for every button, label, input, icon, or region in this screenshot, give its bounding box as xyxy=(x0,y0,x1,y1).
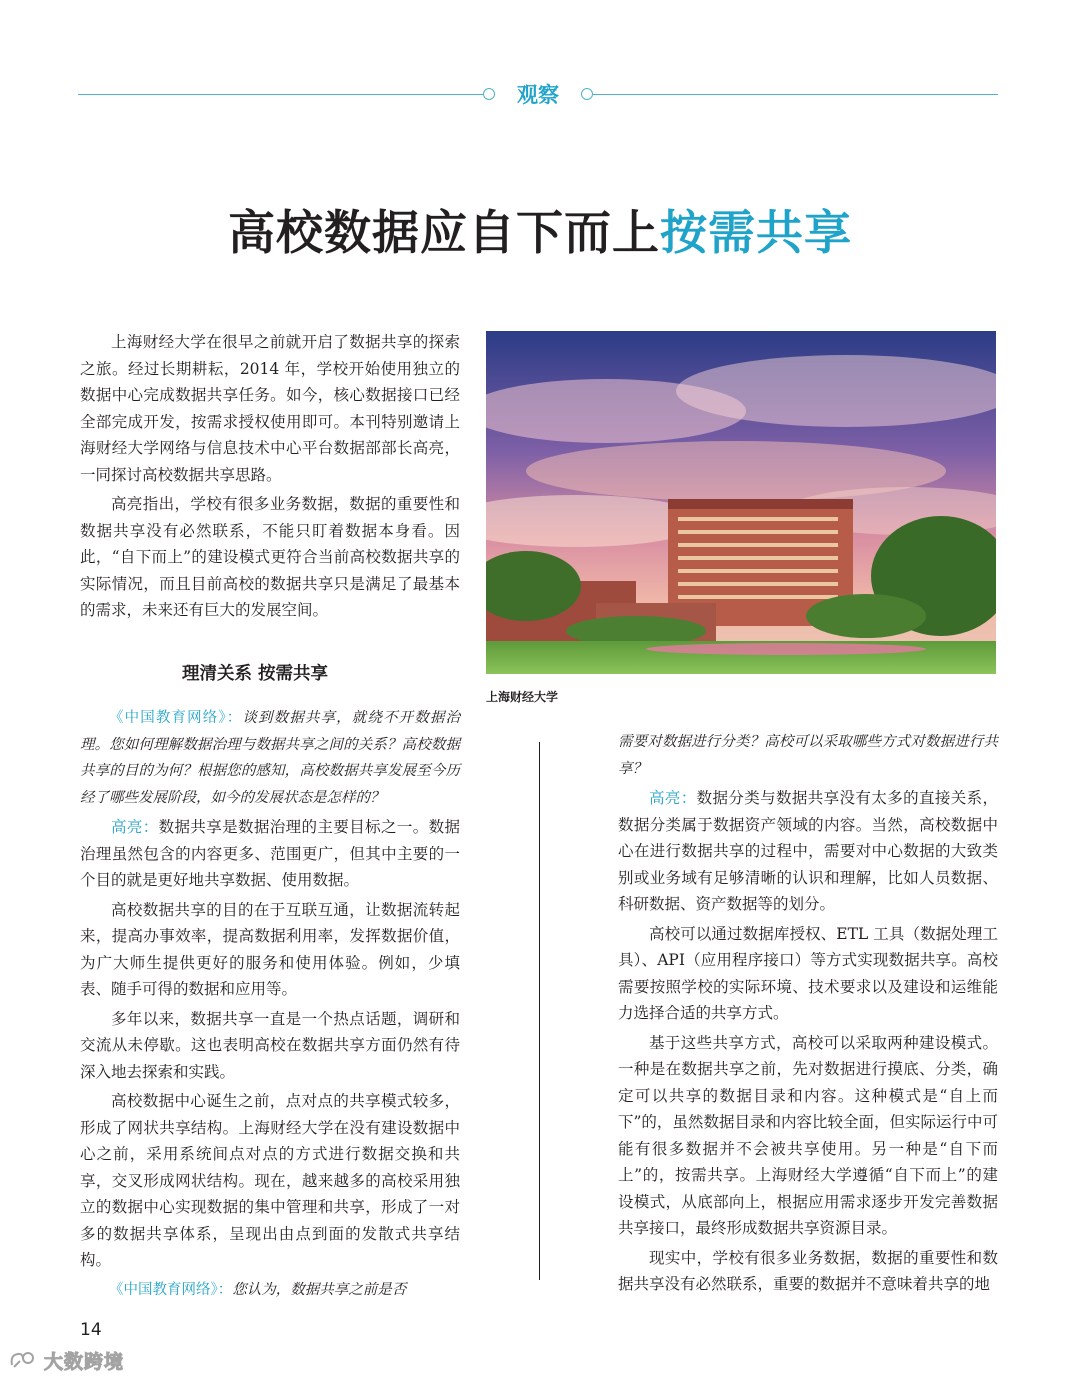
question-2-continued: 需要对数据进行分类？高校可以采取哪些方式对数据进行共享？ xyxy=(618,734,998,777)
section-label: 观察 xyxy=(517,83,559,107)
question-2 xyxy=(80,1277,460,1304)
left-paragraph-2: 高校数据共享的目的在于互联互通，让数据流转起来，提高办事效率，提高数据利用率，发挥数据价值，为广大师生提供更好的服务和使用体验。例如，少填表、随手可得的数据和应用等。 xyxy=(80,900,460,998)
left-column xyxy=(80,705,460,1306)
left-paragraph-3: 多年以来，数据共享一直是一个热点话题，调研和交流从未停歇。这也表明高校在数据共享方面仍然有待深入地去探索和实践。 xyxy=(80,1009,460,1081)
subheading: 理清关系 按需共享 xyxy=(181,664,329,684)
header-rule-left xyxy=(78,94,483,95)
question-1-speaker: 《中国教育网络》： xyxy=(109,710,243,726)
question-1-text: 谈到数据共享，就绕不开数据治理。您如何理解数据治理与数据共享之间的关系？高校数据共享的目的为何？根据您的感知，高校数据共享发展至今历经了哪些发展阶段，如今的发展状态是怎样的？ xyxy=(80,710,460,806)
left-paragraph-4: 高校数据中心诞生之前，点对点的共享模式较多，形成了网状共享结构。上海财经大学在没有建设数据中心之前，采用系统间点对点的方式进行数据交换和共享，交叉形成网状结构。现在，越来越多的高校采用独立的数据中心实现数据的集中管理和共享，形成了一对多的数据共享体系，呈现出由点到面的发散式共享结构。 xyxy=(80,1092,460,1269)
intro-paragraph-1: 上海财经大学在很早之前就开启了数据共享的探索之旅。经过长期耕耘，2014 年，学校开始使用独立的数据中心完成数据共享任务。如今，核心数据接口已经全部完成开发，按需求授权使用即可。本刊特别邀请上海财经大学网络与信息技术中心平台数据部部长高亮，一同探讨高校数据共享思路。 xyxy=(80,333,460,484)
watermark-logo-icon xyxy=(8,1349,38,1371)
section-header xyxy=(78,82,998,108)
article-title-main: 高校数据应自下而上 xyxy=(228,206,660,261)
right-column xyxy=(618,729,998,1301)
column-divider xyxy=(539,742,540,1280)
answer-2-text: 数据分类与数据共享没有太多的直接关系，数据分类属于数据资产领域的内容。当然，高校数据中心在进行数据共享的过程中，需要对中心数据的大致类别或业务域有足够清晰的认识和理解，比如人员数据、科研数据、资产数据等的划分。 xyxy=(618,789,998,913)
answer-1-text: 数据共享是数据治理的主要目标之一。数据治理虽然包含的内容更多、范围更广，但其中主要的一个目的就是更好地共享数据、使用数据。 xyxy=(80,818,460,889)
article-title xyxy=(0,203,1080,265)
article-title-accent: 按需共享 xyxy=(660,206,852,261)
intro-column xyxy=(80,329,460,627)
answer-2-speaker: 高亮： xyxy=(649,789,697,807)
page-number: 14 xyxy=(80,1320,102,1340)
question-1 xyxy=(80,705,460,811)
header-circle-left-icon xyxy=(483,88,495,100)
watermark-text: 大数跨境 xyxy=(44,1350,125,1373)
answer-1 xyxy=(80,814,460,894)
answer-2 xyxy=(618,785,998,918)
header-circle-right-icon xyxy=(581,88,593,100)
question-2-text: 您认为，数据共享之前是否 xyxy=(232,1281,407,1298)
watermark xyxy=(8,1348,124,1372)
answer-1-speaker: 高亮： xyxy=(111,818,159,836)
right-paragraph-4: 现实中，学校有很多业务数据，数据的重要性和数据共享没有必然联系，重要的数据并不意味着共享的地 xyxy=(618,1248,998,1293)
header-rule-right xyxy=(593,94,998,95)
intro-paragraph-2: 高亮指出，学校有很多业务数据，数据的重要性和数据共享没有必然联系，不能只盯着数据本身看。因此，“自下而上”的建设模式更符合当前高校数据共享的实际情况，而且目前高校的数据共享只是满足了最基本的需求，未来还有巨大的发展空间。 xyxy=(80,495,460,619)
right-paragraph-3: 基于这些共享方式，高校可以采取两种建设模式。一种是在数据共享之前，先对数据进行摸底、分类，确定可以共享的数据目录和内容。这种模式是“自上而下”的，虽然数据目录和内容比较全面，但实际运行中可能有很多数据并不会被共享使用。另一种是“自下而上”的，按需共享。上海财经大学遵循“自下而上”的建设模式，从底部向上，根据应用需求逐步开发完善数据共享接口，最终形成数据共享资源目录。 xyxy=(618,1033,998,1237)
right-paragraph-2: 高校可以通过数据库授权、ETL 工具（数据处理工具）、API（应用程序接口）等方式实现数据共享。高校需要按照学校的实际环境、技术要求以及建设和运维能力选择合适的共享方式。 xyxy=(618,924,998,1022)
question-2-speaker: 《中国教育网络》： xyxy=(109,1281,233,1298)
campus-photo xyxy=(486,331,996,674)
photo-caption: 上海财经大学 xyxy=(486,690,559,704)
